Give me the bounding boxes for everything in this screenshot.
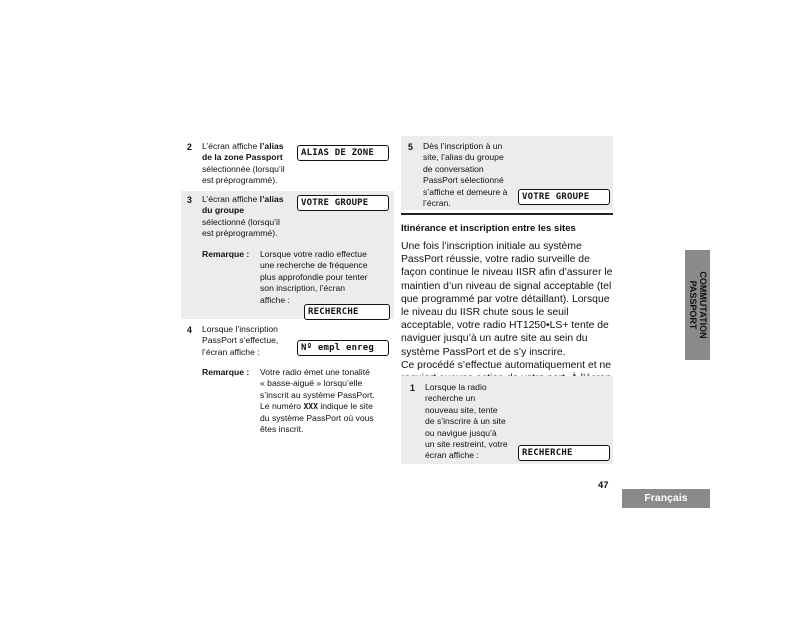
body-paragraph: Une fois l’inscription initiale au système PassPort réussie, votre radio surveille de façon continue le niveau IISR afin d’assurer le maintien d’un niveau de signal acceptable (tel que programmé par votre détaillant). Lorsque le niveau du IISR chute sous le seuil acceptable, votre radio HT1250•LS+ tente de naviguer jusqu’à un autre site au sein du système PassPort et de s’y inscrire. Ce procédé s’effectue automatiquement et ne bbox=[401, 241, 613, 371]
note-text: Lorsque votre radio effectue une recherche de fréquence plus approfondie pour tenter son inscription, l’écran affiche : bbox=[260, 249, 368, 305]
radio-display: RECHERCHE bbox=[518, 445, 610, 461]
chapter-side-tab bbox=[685, 250, 710, 360]
radio-display: VOTRE GROUPE bbox=[518, 189, 610, 205]
step-number: 1 bbox=[410, 383, 415, 393]
step-number: 2 bbox=[187, 142, 192, 152]
language-tab: Français bbox=[622, 489, 710, 508]
step-number: 3 bbox=[187, 195, 192, 205]
step-number: 4 bbox=[187, 325, 192, 335]
step-text: L’écran affiche l’alias de la zone Passport sélectionnée (lorsqu’il est préprogrammé). bbox=[202, 141, 285, 186]
step-text: Lorsque l’inscription PassPort s’effectue, l’écran affiche : bbox=[202, 324, 279, 357]
step-text: Lorsque la radio recherche un nouveau site, tente de s’inscrire à un site ou navigue jusqu’à un site restreint, votre écran affiche : bbox=[425, 382, 508, 461]
step-text: Dès l’inscription à un site, l’alias du groupe de conversation PassPort sélectionné s’affiche et demeure à l’écran. bbox=[423, 141, 508, 209]
radio-display: VOTRE GROUPE bbox=[297, 195, 389, 211]
chapter-tab-label: COMMUTATION PASSPORT bbox=[687, 271, 708, 339]
divider bbox=[401, 213, 613, 215]
radio-display: Nº empl enreg bbox=[297, 340, 389, 356]
note-text: Votre radio émet une tonalité « basse-aiguë » lorsqu’elle s’inscrit au système PassPort. Le numéro XXX indique le site du système PassPort où vous êtes inscrit. bbox=[260, 367, 375, 435]
site-code: XXX bbox=[303, 402, 318, 412]
step-text: L’écran affiche l’alias du groupe sélectionné (lorsqu’il est préprogrammé). bbox=[202, 194, 284, 239]
note-label: Remarque : bbox=[202, 367, 250, 377]
radio-display: ALIAS DE ZONE bbox=[297, 145, 389, 161]
section-title: Itinérance et inscription entre les sites bbox=[401, 223, 576, 234]
radio-display: RECHERCHE bbox=[304, 304, 390, 320]
page-number: 47 bbox=[598, 480, 609, 491]
note-label: Remarque : bbox=[202, 249, 250, 259]
step-number: 5 bbox=[408, 142, 413, 152]
